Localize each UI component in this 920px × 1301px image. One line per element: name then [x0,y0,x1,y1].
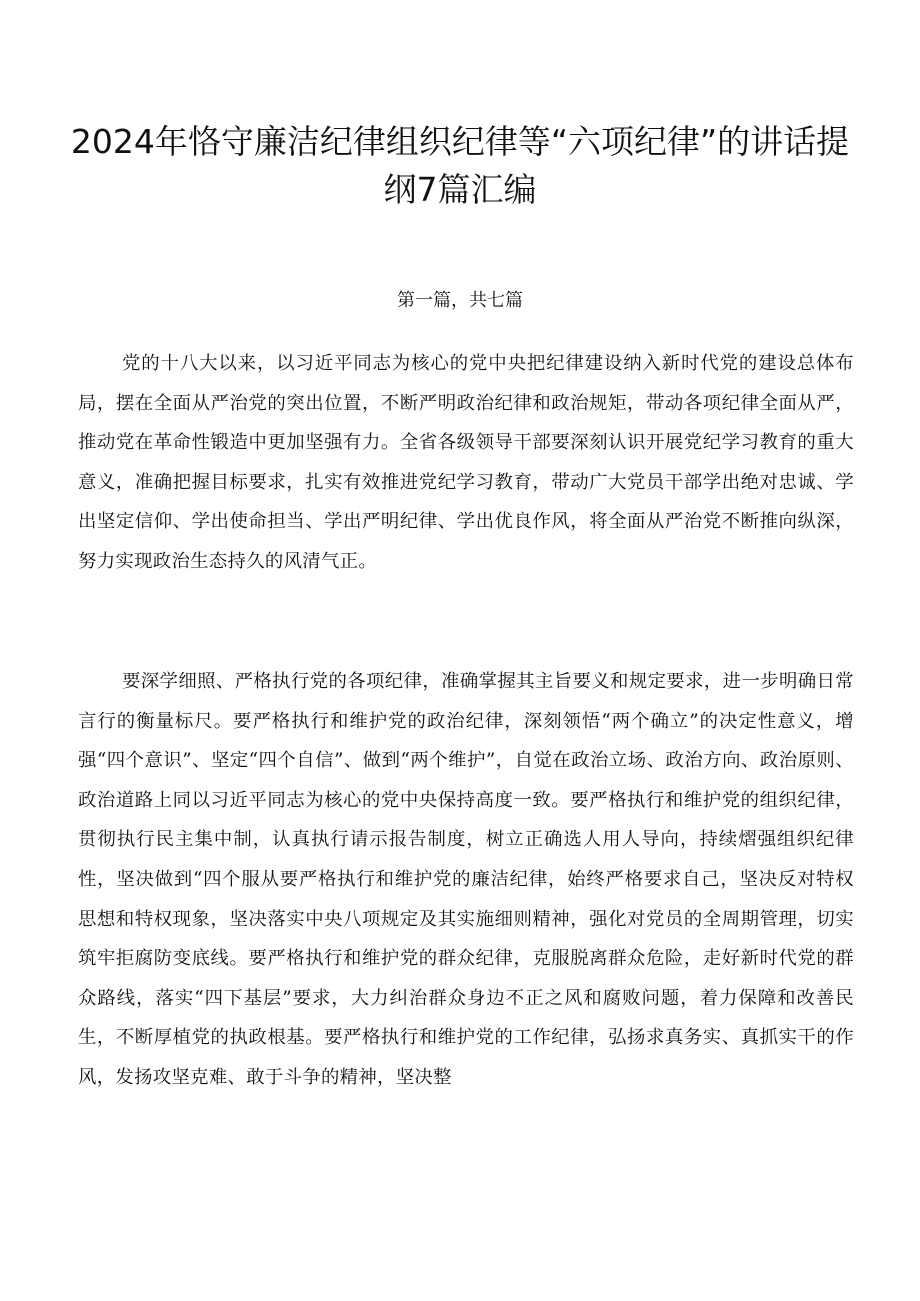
section-heading: 第一篇，共七篇 [397,290,523,311]
body-paragraph-2: 要深学细照、严格执行党的各项纪律，准确掌握其主旨要义和规定要求，进一步明确日常言行的衡量标尺。要严格执行和维护党的政治纪律，深刻领悟“两个确立”的决定性意义，增强“四个意识”、坚定“四个自信”、做到“两个维护”，自觉在政治立场、政治方向、政治原则、政治道路上同以习近平同志为核心的党中央保持高度一致。要严格执行和维护党的组织纪律，贯彻执行民主集中制，认真执行请示报告制度，树立正确选人用人导向，持续熠强组织纪律性，坚决做到“四个服从要严格执行和维护党的廉洁纪律，始终严格要求自己，坚决反对特权思想和特权现象，坚决落实中央八项规定及其实施细则精神，强化对党员的全周期管理，切实筑牢拒腐防变底线。要严格执行和维护党的群众纪律，克服脱离群众危险，走好新时代党的群众路线，落实“四下基层”要求，大力纠治群众身边不正之风和腐败问题，着力保障和改善民生，不断厚植党的执政根基。要严格执行和维护党的工作纪律，弘扬求真务实、真抓实干的作风，发扬攻坚克难、敢于斗争的精神，坚决整 [78,671,854,1088]
body-paragraph-1: 党的十八大以来，以习近平同志为核心的党中央把纪律建设纳入新时代党的建设总体布局，摆在全面从严治党的突出位置，不断严明政治纪律和政治规矩，带动各项纪律全面从严，推动党在革命性锻造中更加坚强有力。全省各级领导干部要深刻认识开展党纪学习教育的重大意义，准确把握目标要求，扎实有效推进党纪学习教育，带动广大党员干部学出绝对忠诚、学出坚定信仰、学出使命担当、学出严明纪律、学出优良作风，将全面从严治党不断推向纵深，努力实现政治生态持久的风清气正。 [78,353,854,572]
document-title: 2024年恪守廉洁纪律组织纪律等“六项纪律”的讲话提纲7篇汇编 [70,122,850,209]
